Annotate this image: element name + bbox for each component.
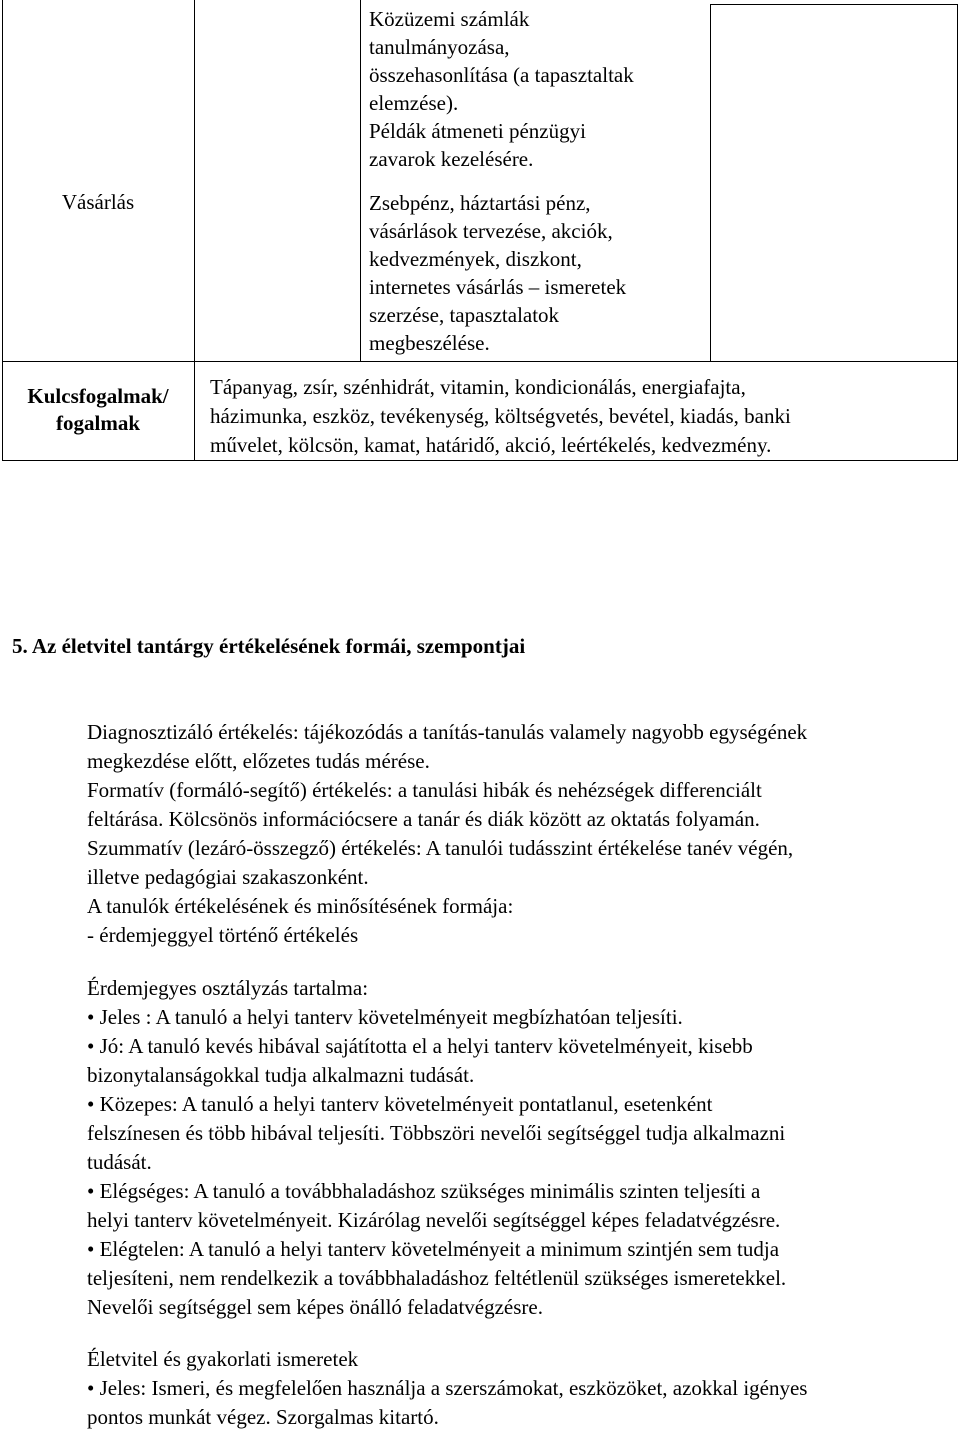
text-line: művelet, kölcsön, kamat, határidő, akció, leértékelés, kedvezmény. [210,433,772,457]
text-line: összehasonlítása (a tapasztaltak [369,63,634,87]
text-line: felszínesen és több hibával teljesíti. Többszöri nevelői segítséggel tudja alkalmazni [87,1121,786,1145]
text-line: internetes vásárlás – ismeretek [369,275,627,299]
text-line: szerzése, tapasztalatok [369,303,560,327]
text-line: Tápanyag, zsír, szénhidrát, vitamin, kondicionálás, energiafajta, [210,375,746,399]
text-line: • Jó: A tanuló kevés hibával sajátította el a helyi tanterv követelményeit, kisebb [87,1034,753,1058]
text-line: zavarok kezelésére. [369,147,534,171]
table-border-top [710,4,958,5]
row-label-kulcsfogalmak [2,383,194,437]
table-border-col2 [360,0,361,361]
text-line: A tanulók értékelésének és minősítésének formája: [87,894,514,918]
text-line: • Elégtelen: A tanuló a helyi tanterv követelményeit a minimum szintjén sem tudja [87,1237,780,1261]
label-line: Kulcsfogalmak/ [27,384,169,408]
evaluation-paragraph [87,718,947,950]
text-line: kedvezmények, diszkont, [369,247,582,271]
table-border-bottom [2,460,958,461]
text-line: Közüzemi számlák [369,7,530,31]
text-line: • Közepes: A tanuló a helyi tanterv követelményeit pontatlanul, esetenként [87,1092,713,1116]
text-line: házimunka, eszköz, tevékenység, költségvetés, bevétel, kiadás, banki [210,404,791,428]
text-line: elemzése). [369,91,459,115]
practical-title: Életvitel és gyakorlati ismeretek [87,1347,359,1371]
text-line: helyi tanterv követelményeit. Kizárólag nevelői segítséggel képes feladatvégzésre. [87,1208,781,1232]
keywords-content [210,373,791,460]
text-line: feltárása. Kölcsönös információcsere a tanár és diák között az oktatás folyamán. [87,807,760,831]
text-line: • Elégséges: A tanuló a továbbhaladáshoz szükséges minimális szinten teljesíti a [87,1179,761,1203]
text-line: Nevelői segítséggel sem képes önálló feladatvégzésre. [87,1295,543,1319]
table-border-col1 [194,0,195,461]
grading-section [87,974,947,1322]
practical-section [87,1345,947,1432]
text-line: Szummatív (lezáró-összegző) értékelés: A tanulói tudásszint értékelése tanév végén, [87,836,794,860]
text-line: illetve pedagógiai szakaszonként. [87,865,369,889]
row-label-vasarlas: Vásárlás [61,190,135,214]
text-line: Példák átmeneti pénzügyi [369,119,586,143]
text-line: bizonytalanságokkal tudja alkalmazni tudását. [87,1063,475,1087]
grading-title: Érdemjegyes osztályzás tartalma: [87,976,369,1000]
text-line: megkezdése előtt, előzetes tudás mérése. [87,749,430,773]
text-line: • Jeles: Ismeri, és megfelelően használja a szerszámokat, eszközöket, azokkal igényes [87,1376,808,1400]
table-border-col3 [710,4,711,361]
text-line: Diagnosztizáló értékelés: tájékozódás a tanítás-tanulás valamely nagyobb egységének [87,720,808,744]
text-line: Formatív (formáló-segítő) értékelés: a tanulási hibák és nehézségek differenciált [87,778,762,802]
row-content-block-1 [369,5,634,173]
text-line: megbeszélése. [369,331,490,355]
text-line: • Jeles : A tanuló a helyi tanterv követelményeit megbízhatóan teljesíti. [87,1005,683,1029]
text-line: tudását. [87,1150,152,1174]
section-heading: 5. Az életvitel tantárgy értékelésének formái, szempontjai [12,634,526,658]
text-line: tanulmányozása, [369,35,510,59]
text-line: Zsebpénz, háztartási pénz, [369,191,591,215]
text-line: - érdemjeggyel történő értékelés [87,923,359,947]
table-border-row-divider [2,361,958,362]
row-content-block-2 [369,189,626,357]
text-line: vásárlások tervezése, akciók, [369,219,613,243]
text-line: pontos munkát végez. Szorgalmas kitartó. [87,1405,439,1429]
label-line: fogalmak [56,411,140,435]
table-border-right [957,4,958,461]
text-line: teljesíteni, nem rendelkezik a továbbhaladáshoz feltétlenül szükséges ismeretekkel. [87,1266,787,1290]
